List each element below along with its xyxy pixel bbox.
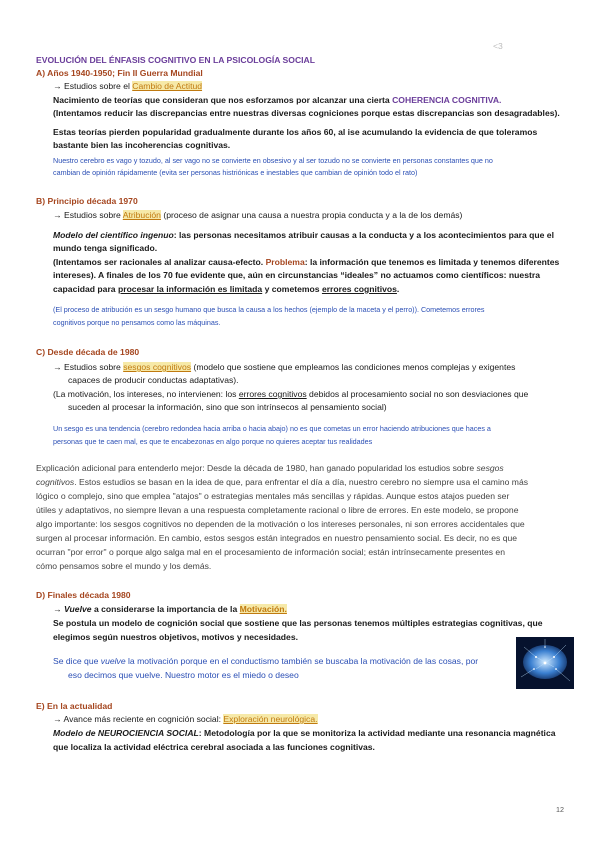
explanation-line2 [36, 476, 528, 489]
bullet-text: → Estudios sobre [53, 362, 121, 372]
note-text: Se dice que [53, 656, 99, 666]
bullet-text: → Estudios sobre [53, 210, 121, 220]
section-c-bullet [53, 361, 515, 374]
model-label: Modelo de NEUROCIENCIA SOCIAL [53, 728, 199, 738]
section-b-heading: B) Principio década 1970 [36, 196, 138, 206]
bullet-rest: (modelo que sostiene que empleamos las condiciones menos complejas y exigentes [193, 362, 516, 372]
section-d-note2: eso decimos que vuelve. Nuestro motor es el miedo o deseo [68, 670, 299, 680]
section-c-bullet-line2: capaces de producir conductas adaptativas). [68, 375, 239, 385]
note-text: la motivación porque en el conductismo también se buscaba la motivación de las cosas, por [128, 656, 479, 666]
section-c-heading: C) Desde década de 1980 [36, 347, 140, 357]
underlined-text: errores cognitivos [238, 389, 307, 399]
section-a-heading: A) Años 1940-1950; Fin II Guerra Mundial [36, 68, 203, 78]
section-e-model [53, 727, 556, 740]
p-rest: debidos al procesamiento social no son desviaciones que [309, 389, 529, 399]
p-text: . Estos estudios se basan en la idea de que, para enfrentar el día a día, nuestro cerebro no siempre usa el camino más [74, 477, 529, 487]
page-mark: <3 [493, 41, 503, 51]
section-e-heading: E) En la actualidad [36, 701, 113, 711]
p-end: . [396, 284, 400, 294]
p-text: (Intentamos ser racionales al analizar causa-efecto. [53, 257, 264, 267]
highlight-term: Atribución [122, 210, 161, 220]
section-a-note1: Nuestro cerebro es vago y tozudo, al ser vago no se convierte en obsesivo y al ser tozudo no se convierte en personas constantes que no [53, 156, 493, 165]
section-e-bullet [53, 713, 318, 726]
page-number: 12 [556, 805, 564, 814]
brain-network-image [516, 637, 574, 689]
highlight-term: Exploración neurológica. [223, 714, 318, 724]
italic-text: Vuelve [63, 604, 92, 614]
explanation-line7: ocurran "por error" o porque algo salga mal en el procesamiento de información social; están intrínsecamente presentes en [36, 547, 505, 557]
section-d-note1 [53, 655, 478, 668]
explanation-line1 [36, 462, 564, 475]
p-text: (La motivación, los intereses, no intervienen: los [53, 389, 237, 399]
section-d-bullet [53, 603, 287, 616]
section-a-note2: cambian de opinión rápidamente (evita ser personas histriónicas e inestables que cambian de opinión todo el rato) [53, 168, 418, 177]
italic-text: sesgos [476, 463, 504, 473]
section-b-p3 [53, 283, 399, 296]
p-text: y cometemos [264, 284, 320, 294]
bullet-rest: a considerarse la importancia de la [93, 604, 238, 614]
model-label: Modelo del científico ingenuo [53, 230, 174, 240]
italic-text: cognitivos [36, 477, 75, 487]
section-b-p2: intereses). A finales de los 70 fue evidente que, aún en circunstancias “ideales” no actuamos como científicos: nuestra [53, 270, 540, 280]
explanation-line8: cómo pensamos sobre el mundo y los demás. [36, 561, 212, 571]
section-d-p2: elegimos según nuestros objetivos, motivos y necesidades. [53, 632, 298, 642]
highlight-term: Motivación. [239, 604, 287, 614]
p-rest: : la información que tenemos es limitada y tenemos diferentes [304, 257, 560, 267]
arrow-icon: → [53, 604, 62, 614]
section-c-p2: suceden al procesar la información, sino que son intrínsecos al pensamiento social) [68, 402, 387, 412]
p-text: Explicación adicional para entenderlo mejor: Desde la década de 1980, han ganado popularidad los estudios sobre [36, 463, 475, 473]
section-b-note1: (El proceso de atribución es un sesgo humano que busca la causa a los hechos (ejemplo de la maceta y el perro)). Cometemos errores [53, 305, 485, 314]
section-b-p1 [53, 256, 559, 269]
underlined-text: procesar la información es limitada [117, 284, 263, 294]
section-d-heading: D) Finales década 1980 [36, 590, 131, 600]
explanation-line5: algo importante: los sesgos cognitivos no dependen de la motivación o los intereses personales, ni son errores accidentales que [36, 519, 525, 529]
model-text: : las personas necesitamos atribuir causas a la conducta y a los acontecimientos para que el [173, 230, 554, 240]
bullet-rest: (proceso de asignar una causa a nuestra propia conducta y a la de los demás) [163, 210, 463, 220]
explanation-line4: útiles y adaptativos, no siempre llevan a una respuesta completamente racional o libre de errores. En este modelo, se propone [36, 505, 519, 515]
bullet-text: → Avance más reciente en cognición social: [53, 714, 221, 724]
problem-label: Problema [265, 257, 305, 267]
section-a-bullet [53, 80, 202, 93]
section-a-line2: (Intentamos reducir las discrepancias entre nuestras diversas cogniciones porque estas discrepancias son desagradables). [53, 108, 560, 118]
p-text: capacidad para [53, 284, 116, 294]
section-c-p1 [53, 388, 528, 401]
section-a-line1 [53, 94, 501, 107]
line-text: Nacimiento de teorías que consideran que nos esforzamos por alcanzar una cierta [53, 95, 390, 105]
section-c-note2: personas que te caen mal, es que te encabezonas en algo porque no quieres aceptar tus realidades [53, 437, 373, 446]
model-text: : Metodología por la que se monitoriza la actividad mediante una resonancia magnética [198, 728, 556, 738]
section-b-model-line2: mundo tenga significado. [53, 243, 158, 253]
section-e-model-line2: que localiza la actividad eléctrica cerebral asociada a las funciones cognitivas. [53, 742, 375, 752]
section-c-note1: Un sesgo es una tendencia (cerebro redondea hacia arriba o hacia abajo) no es que cometas un error haciendo atribuciones que haces a [53, 424, 491, 433]
highlight-term: sesgos cognitivos [123, 362, 192, 372]
section-a-line3: Estas teorías pierden popularidad gradualmente durante los años 60, al ise acumulando la evidencia de que toleramos [53, 127, 538, 137]
section-b-model [53, 229, 554, 242]
section-a-line4: bastante bien las incoherencias cognitivas. [53, 140, 231, 150]
highlight-term: Cambio de Actitud [132, 81, 203, 91]
coherence-term: COHERENCIA COGNITIVA. [392, 95, 502, 105]
section-b-bullet [53, 209, 462, 222]
main-title: EVOLUCIÓN DEL ÉNFASIS COGNITIVO EN LA PSICOLOGÍA SOCIAL [36, 55, 316, 65]
explanation-line6: surgen al procesar información. En cambio, estos sesgos están integrados en nuestro pensamiento social. Es decir, no es que [36, 533, 518, 543]
bullet-text: → Estudios sobre el [53, 81, 130, 91]
section-b-note2: cognitivos porque no pensamos como las máquinas. [53, 318, 221, 327]
section-d-p1: Se postula un modelo de cognición social que sostiene que las personas tenemos múltiples estrategias cognitivas, que [53, 618, 543, 628]
underlined-text: errores cognitivos [321, 284, 397, 294]
italic-text: vuelve [100, 656, 126, 666]
explanation-line3: lógico o complejo, sino que emplea "atajos" o estrategias mentales más sencillas y rápidas. Aunque estos atajos pueden ser [36, 491, 510, 501]
